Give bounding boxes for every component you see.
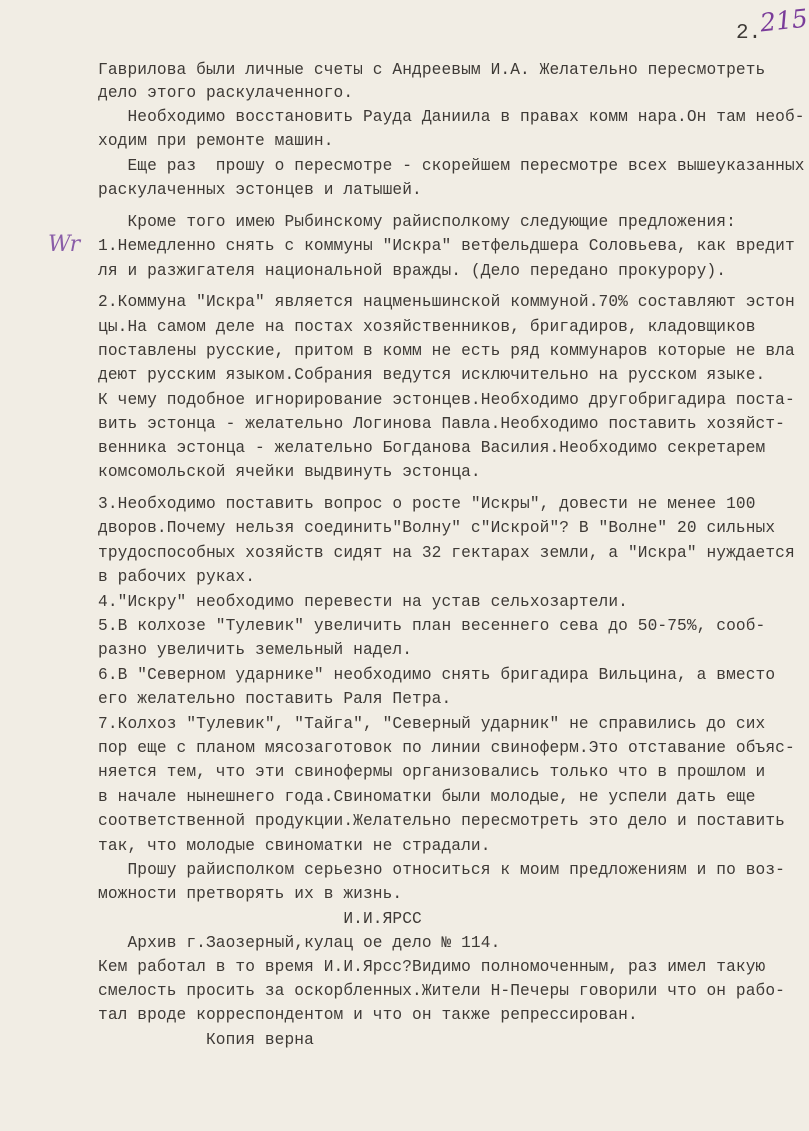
text-line: 7.Колхоз "Тулевик", "Тайга", "Северный ударник" не справились до сих bbox=[98, 715, 766, 733]
text-line: ходим при ремонте машин. bbox=[98, 132, 334, 150]
text-line: трудоспособных хозяйств сидят на 32 гектарах земли, а "Искра" нуждается bbox=[98, 544, 795, 562]
text-line: 1.Немедленно снять с коммуны "Искра" ветфельдшера Соловьева, как вредит bbox=[98, 237, 795, 255]
text-line: цы.На самом деле на постах хозяйственников, бригадиров, кладовщиков bbox=[98, 318, 756, 336]
text-line: разно увеличить земельный надел. bbox=[98, 641, 413, 659]
text-line: Необходимо восстановить Рауда Даниила в правах комм нара.Он там необ- bbox=[98, 108, 805, 126]
text-line: Кем работал в то время И.И.Ярсс?Видимо полномоченным, раз имел такую bbox=[98, 958, 766, 976]
text-line: можности претворять их в жизнь. bbox=[98, 885, 403, 903]
text-line: его желательно поставить Раля Петра. bbox=[98, 690, 452, 708]
text-line: 6.В "Северном ударнике" необходимо снять бригадира Вильцина, а вместо bbox=[98, 666, 776, 684]
text-line: пор еще с планом мясозаготовок по линии свиноферм.Это отставание объяс- bbox=[98, 739, 795, 757]
text-line: 3.Необходимо поставить вопрос о росте "Искры", довести не менее 100 bbox=[98, 495, 756, 513]
text-line: няется тем, что эти свинофермы организовались только что в прошлом и bbox=[98, 763, 766, 781]
text-line: соответственной продукции.Желательно пересмотреть это дело и поставить bbox=[98, 812, 785, 830]
text-line: деют русским языком.Собрания ведутся исключительно на русском языке. bbox=[98, 366, 766, 384]
text-line: смелость просить за оскорбленных.Жители Н-Печеры говорили что он рабо- bbox=[98, 982, 785, 1000]
text-line: тал вроде корреспондентом и что он также репрессирован. bbox=[98, 1006, 638, 1024]
text-line: Гаврилова были личные счеты с Андреевым И.А. Желательно пересмотреть bbox=[98, 61, 766, 79]
certification-line: Копия верна bbox=[98, 1031, 314, 1049]
text-line: вить эстонца - желательно Логинова Павла.Необходимо поставить хозяйст- bbox=[98, 415, 785, 433]
text-line: дворов.Почему нельзя соединить"Волну" с"Искрой"? В "Волне" 20 сильных bbox=[98, 519, 776, 537]
text-line: 5.В колхозе "Тулевик" увеличить план весеннего сева до 50-75%, сооб- bbox=[98, 617, 766, 635]
text-line: так, что молодые свиноматки не страдали. bbox=[98, 837, 491, 855]
text-line: дело этого раскулаченного. bbox=[98, 84, 354, 102]
signature-line: И.И.ЯРСС bbox=[98, 910, 422, 928]
text-line: Прошу райисполком серьезно относиться к моим предложениям и по воз- bbox=[98, 861, 785, 879]
text-line: в рабочих руках. bbox=[98, 568, 256, 586]
handwritten-page-number: 215 bbox=[758, 3, 809, 38]
text-line: в начале нынешнего года.Свиноматки были молодые, не успели дать еще bbox=[98, 788, 756, 806]
text-line: 2.Коммуна "Искра" является нацменьшинской коммуной.70% составляют эстон bbox=[98, 293, 795, 311]
text-line: раскулаченных эстонцев и латышей. bbox=[98, 181, 422, 199]
text-line: 4."Искру" необходимо перевести на устав сельхозартели. bbox=[98, 593, 628, 611]
text-line: поставлены русские, притом в комм не есть ряд коммунаров которые не вла bbox=[98, 342, 795, 360]
text-line: венника эстонца - желательно Богданова Василия.Необходимо секретарем bbox=[98, 439, 766, 457]
page-number: 2. bbox=[736, 22, 762, 45]
text-line: ля и разжигателя национальной вражды. (Дело передано прокурору). bbox=[98, 262, 727, 280]
archive-reference: Архив г.Заозерный,кулац ое дело № 114. bbox=[98, 934, 501, 952]
margin-note: Wr bbox=[48, 232, 81, 257]
text-line: К чему подобное игнорирование эстонцев.Необходимо другобригадира поста- bbox=[98, 391, 795, 409]
text-line: Кроме того имею Рыбинскому райисполкому следующие предложения: bbox=[98, 213, 736, 231]
text-line: комсомольской ячейки выдвинуть эстонца. bbox=[98, 463, 481, 481]
text-line: Еще раз прошу о пересмотре - скорейшем пересмотре всех вышеуказанных bbox=[98, 157, 805, 175]
